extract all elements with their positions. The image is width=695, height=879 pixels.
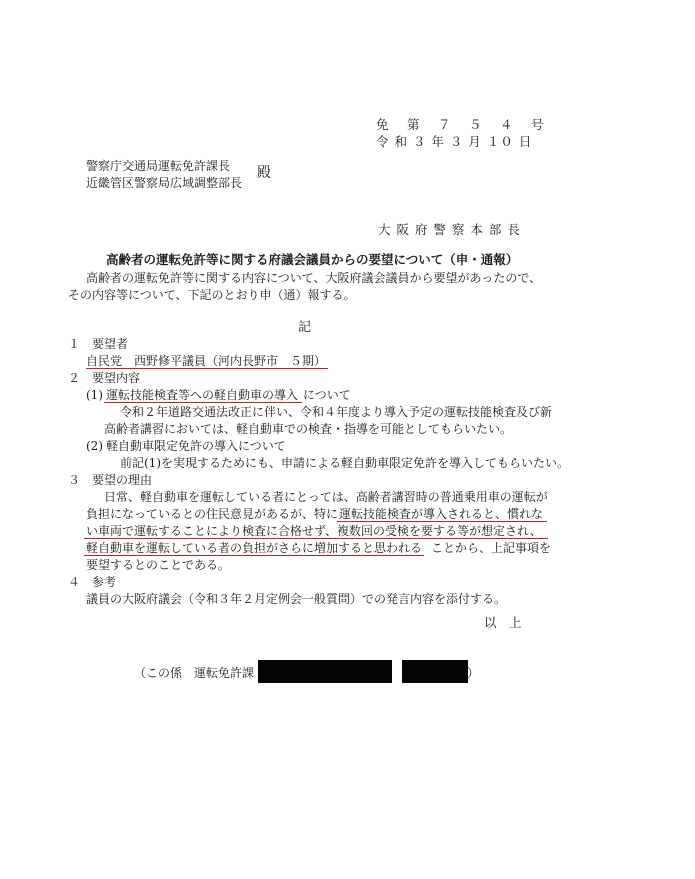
item-2-title: 軽自動車限定免許の導入について (106, 439, 286, 453)
reason-line-2b: 運転技能検査が導入されると、慣れな (339, 507, 544, 521)
section-4-body: 議員の大阪府議会（令和３年２月定例会一般質問）での発言内容を添付する。 (86, 592, 507, 606)
addressee-line-1: 警察庁交通局運転免許課長 (86, 159, 231, 173)
reason-line-3: い車両で運転することにより検査に合格せず、複数回の受検を要する等が想定され、 (86, 524, 542, 538)
redaction-block-1 (258, 660, 392, 683)
ki-heading: 記 (298, 320, 312, 335)
intro-line-2: その内容等について、下記のとおり申（通）報する。 (68, 288, 356, 302)
underline-reason-line-3 (84, 538, 548, 539)
reason-line-2a: 負担になっているとの住民意見があるが、特に (86, 507, 339, 521)
document-title: 高齢者の運転免許等に関する府議会議員からの要望について（申・通報） (106, 252, 519, 267)
reason-line-4b: ことから、上記事項を (431, 541, 552, 555)
addressee-honorific: 殿 (257, 165, 271, 181)
item-1-title-suffix: について (303, 388, 351, 402)
item-1-title: 運転技能検査等への軽自動車の導入 (106, 388, 299, 402)
redaction-block-2 (402, 660, 468, 683)
reason-line-4a: 軽自動車を運転している者の負担がさらに増加すると思われる (86, 541, 423, 555)
section-1-heading: １ 要望者 (68, 337, 129, 351)
item-2-body: 前記(1)を実現するためにも、申請による軽自動車限定免許を導入してもらいたい。 (120, 456, 570, 470)
intro-line-1: 高齢者の運転免許等に関する内容について、大阪府議会議員から要望があったので、 (86, 271, 542, 285)
document-number: 免 第 ７ ５ ４ 号 (376, 117, 547, 132)
reason-line-1: 日常、軽自動車を運転している者にとっては、高齢者講習時の普通乗用車の運転が (104, 490, 548, 504)
section-4-heading: ４ 参考 (68, 575, 117, 589)
addressee-line-2: 近畿管区警察局広域調整部長 (86, 176, 243, 190)
sender: 大 阪 府 警 察 本 部 長 (378, 222, 521, 237)
contact-close: ） (467, 666, 480, 680)
section-2-heading: ２ 要望内容 (68, 371, 141, 385)
underline-requester (86, 368, 328, 369)
underline-reason-line-2 (337, 521, 547, 522)
reason-line-5: 要望するとのことである。 (86, 558, 231, 572)
contact-label: （この係 運転免許課 (134, 666, 255, 680)
section-1-body: 自民党 西野修平議員（河内長野市 ５期） (86, 354, 327, 368)
section-3-heading: ３ 要望の理由 (68, 473, 153, 487)
underline-item-1 (104, 402, 302, 403)
item-2-number: (2) (86, 439, 103, 453)
underline-reason-line-4 (84, 555, 424, 556)
document-date: 令 和 ３ 年 ３ 月 １０ 日 (376, 134, 533, 149)
closing: 以 上 (484, 615, 522, 630)
item-1-number: (1) (86, 388, 103, 402)
item-1-body-1: 令和２年道路交通法改正に伴い、令和４年度より導入予定の運転技能検査及び新 (120, 405, 553, 419)
item-1-body-2: 高齢者講習においては、軽自動車での検査・指導を可能としてもらいたい。 (104, 422, 513, 436)
